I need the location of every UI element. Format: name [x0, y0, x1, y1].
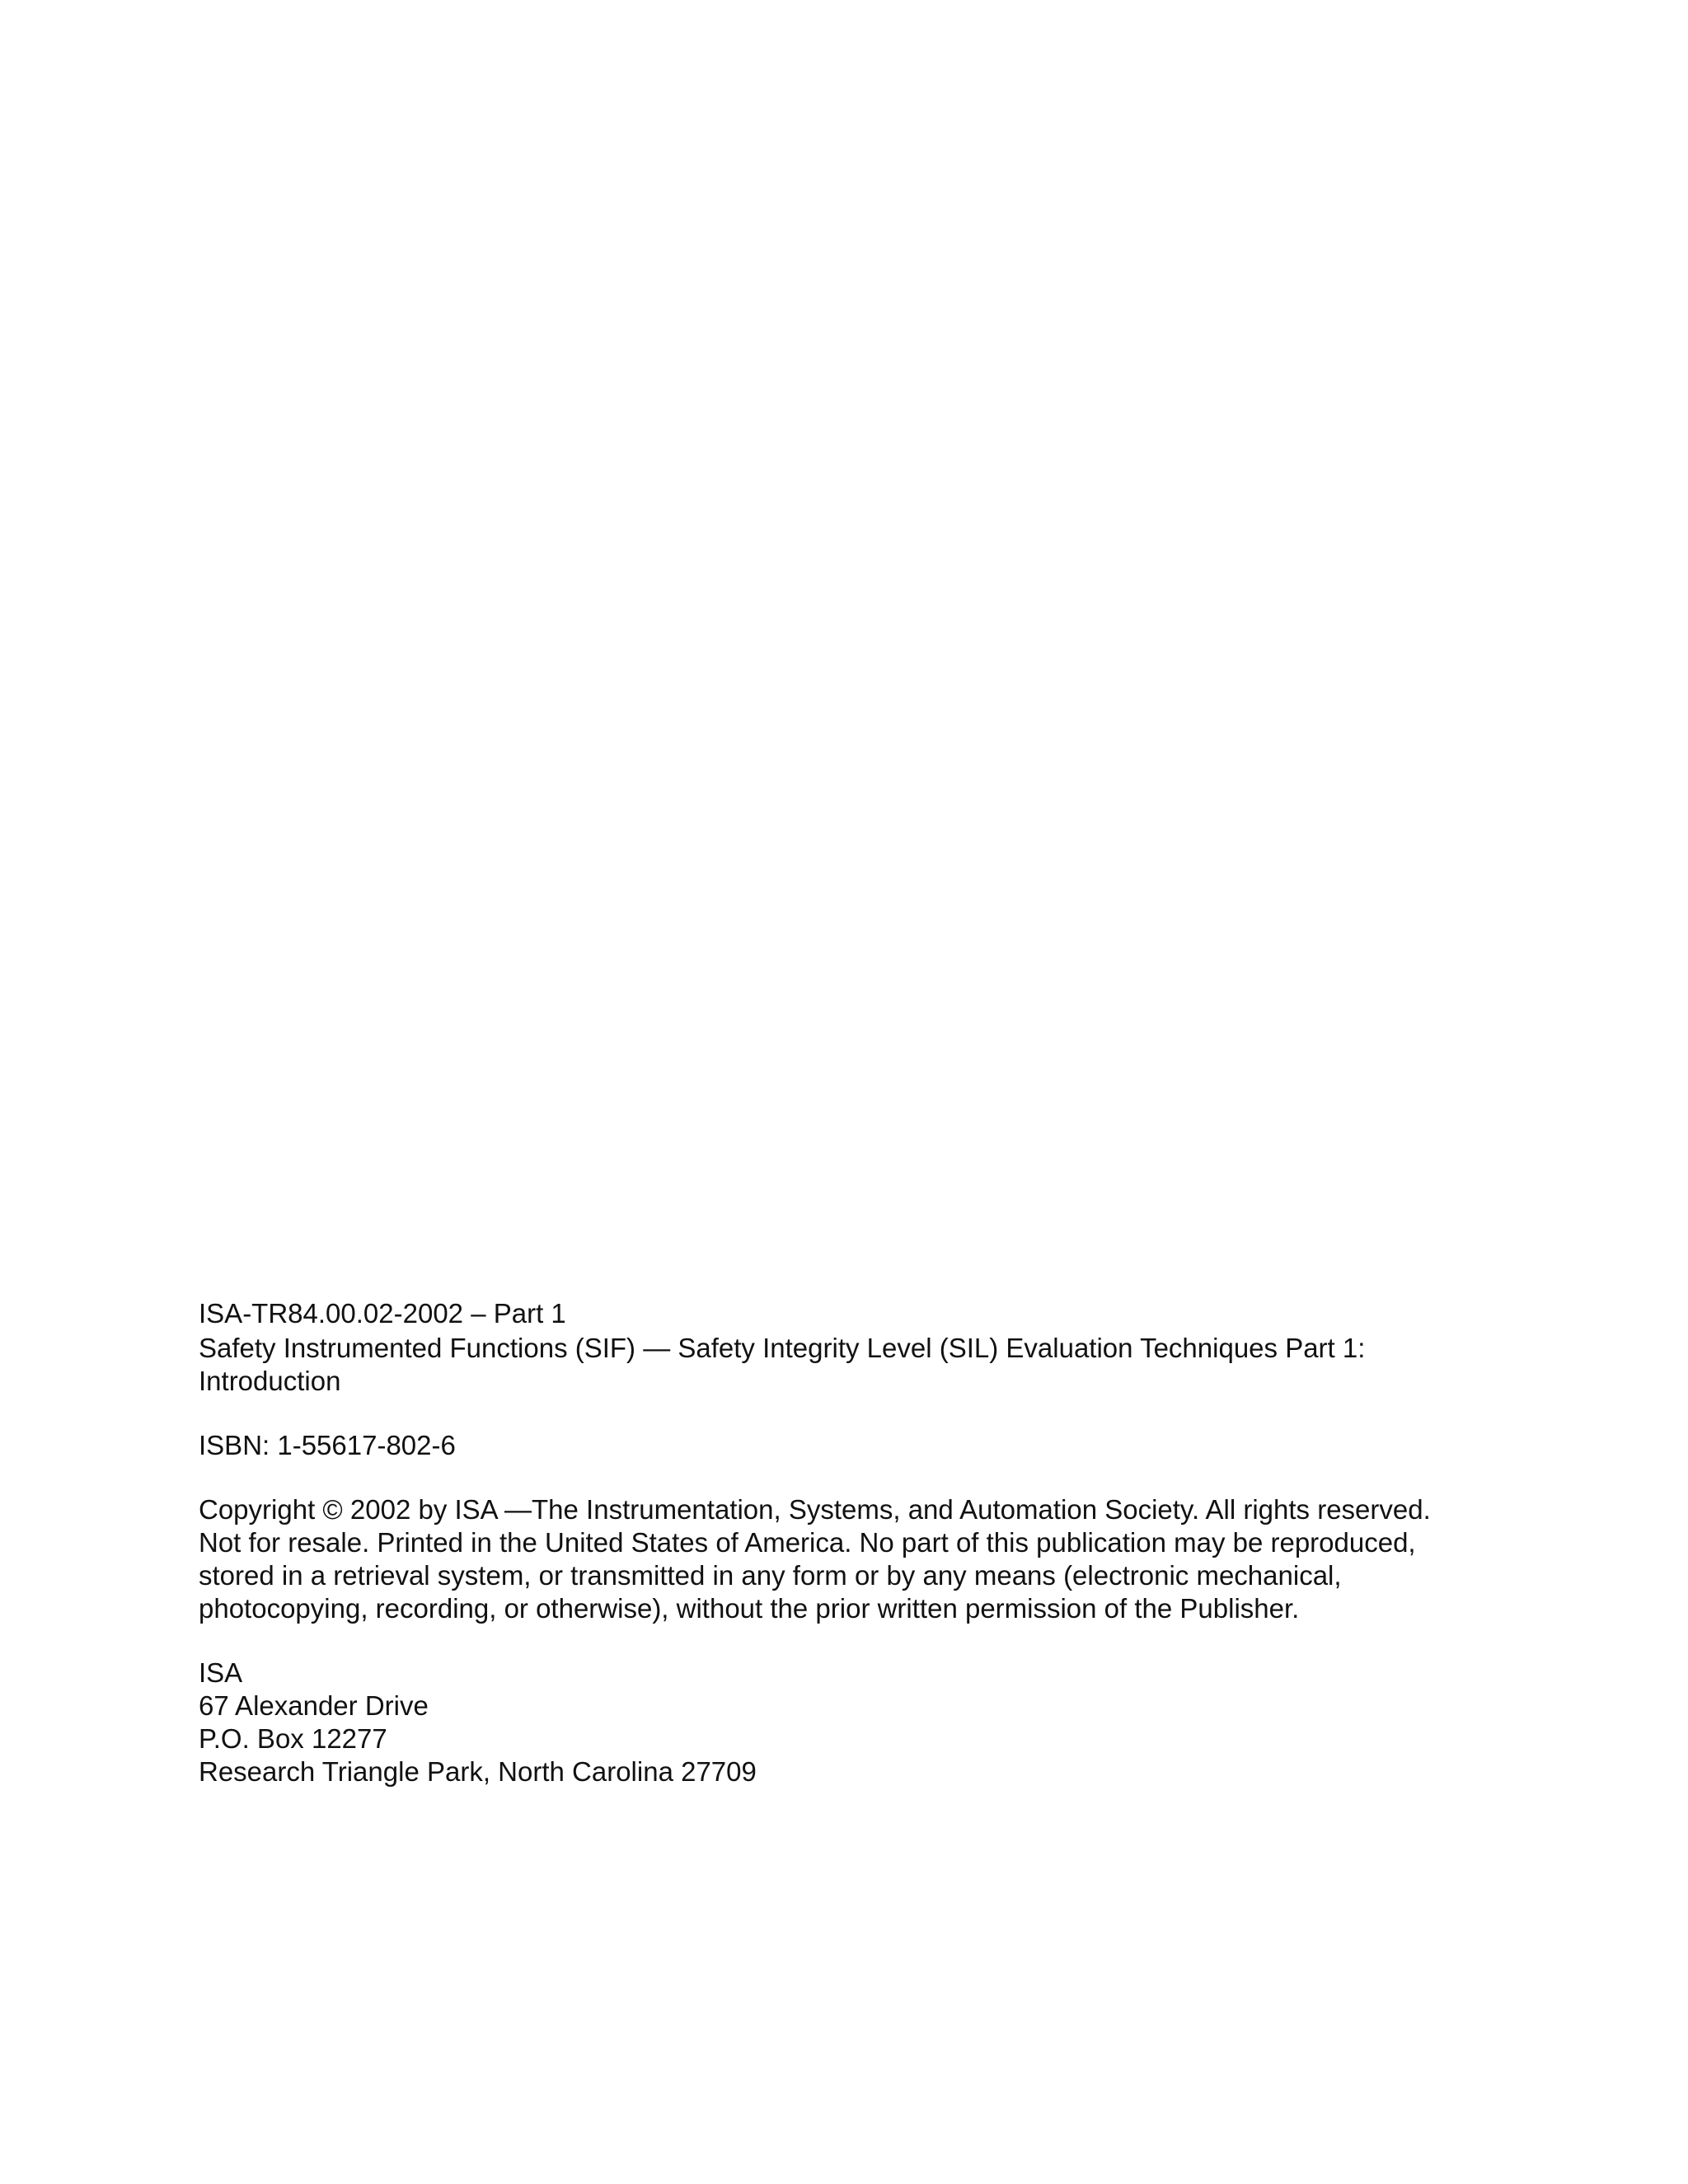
publisher-address	[199, 1657, 1501, 1788]
address-line: 67 Alexander Drive	[199, 1690, 429, 1721]
address-line: P.O. Box 12277	[199, 1723, 387, 1754]
address-line: ISA	[199, 1657, 243, 1688]
address-line: Research Triangle Park, North Carolina 27709	[199, 1756, 757, 1787]
document-designation: ISA-TR84.00.02-2002 – Part 1	[199, 1298, 566, 1329]
copyright-line: Copyright © 2002 by ISA —The Instrumentation, Systems, and Automation Society. All rights reserved.	[199, 1494, 1431, 1525]
isbn-line: ISBN: 1-55617-802-6	[199, 1430, 456, 1460]
copyright-line: Not for resale. Printed in the United States of America. No part of this publication may be reproduced,	[199, 1527, 1416, 1558]
copyright-block	[199, 1297, 1501, 1788]
copyright-notice	[199, 1493, 1501, 1625]
document-title-line-1: Safety Instrumented Functions (SIF) — Safety Integrity Level (SIL) Evaluation Techniques Part 1:	[199, 1333, 1366, 1363]
copyright-line: stored in a retrieval system, or transmitted in any form or by any means (electronic mechanical,	[199, 1560, 1342, 1591]
copyright-line: photocopying, recording, or otherwise), without the prior written permission of the Publisher.	[199, 1593, 1300, 1624]
document-title-line-2: Introduction	[199, 1366, 341, 1396]
